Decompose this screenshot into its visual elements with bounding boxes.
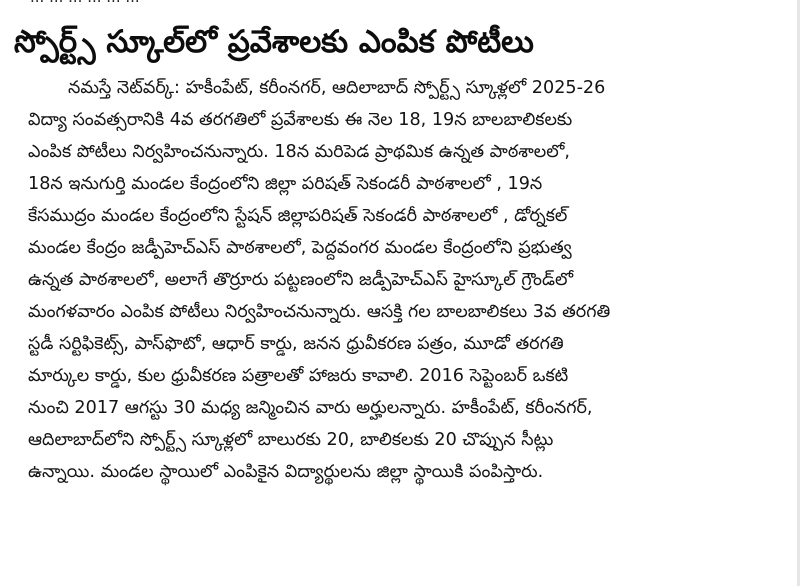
article-line: ఉన్నత పాఠశాలలో, అలాగే తొర్రూరు పట్టణంలోని జడ్పీహెచ్ఎస్ హైస్కూల్ గ్రౌండ్‌లో xyxy=(28,270,574,290)
article-line: నమస్తే నెట్‌వర్క్: హకీంపేట్, కరీంనగర్, ఆదిలాబాద్ స్పోర్ట్స్ స్కూళ్లలో 2025-26 xyxy=(68,78,606,98)
article-body xyxy=(28,72,778,532)
article-line: 18న ఇనుగుర్తి మండల కేంద్రంలోని జిల్లా పరిషత్ సెకండరీ పాఠశాలలో , 19న xyxy=(28,174,543,194)
article-line: మండల కేంద్రం జడ్పీహెచ్ఎస్ పాఠశాలలో, పెద్దవంగర మండల కేంద్రంలోని ప్రభుత్వ xyxy=(28,238,572,258)
article-line: ఆదిలాబాద్‌లోని స్పోర్ట్స్ స్కూళ్లలో బాలురకు 20, బాలికలకు 20 చొప్పున సీట్లు xyxy=(28,430,554,450)
article-line: ఉన్నాయి. మండల స్థాయిలో ఎంపికైన విద్యార్థులను జిల్లా స్థాయికి పంపిస్తారు. xyxy=(28,462,544,482)
article-line: ఎంపిక పోటీలు నిర్వహించనున్నారు. 18న మరిపెడ ప్రాథమిక ఉన్నత పాఠశాలలో, xyxy=(28,142,570,162)
article-headline: స్పోర్ట్స్ స్కూల్‌లో ప్రవేశాలకు ఎంపిక పోటీలు xyxy=(14,24,534,60)
cut-off-previous-line xyxy=(30,0,770,6)
article-line: కేసముద్రం మండల కేంద్రంలోని స్టేషన్ జిల్లాపరిషత్ సెకండరీ పాఠశాలలో , డోర్నకల్ xyxy=(28,206,568,226)
article-line: నుంచి 2017 ఆగస్టు 30 మధ్య జన్మించిన వారు అర్హులన్నారు. హకీంపేట్, కరీంనగర్, xyxy=(28,398,593,418)
article-line: మార్కుల కార్డు, కుల ధ్రువీకరణ పత్రాలతో హాజరు కావాలి. 2016 సెప్టెంబర్ ఒకటి xyxy=(28,366,569,386)
article-line: విద్యా సంవత్సరానికి 4వ తరగతిలో ప్రవేశాలకు ఈ నెల 18, 19న బాలబాలికలకు xyxy=(28,110,573,130)
article-line: స్టడీ సర్టిఫికెట్స్, పాస్‌ఫొటో, ఆధార్ కార్డు, జనన ధ్రువీకరణ పత్రం, మూడో తరగతి xyxy=(28,334,564,354)
article-line: మంగళవారం ఎంపిక పోటీలు నిర్వహించనున్నారు. ఆసక్తి గల బాలబాలికలు 3వ తరగతి xyxy=(28,302,611,322)
